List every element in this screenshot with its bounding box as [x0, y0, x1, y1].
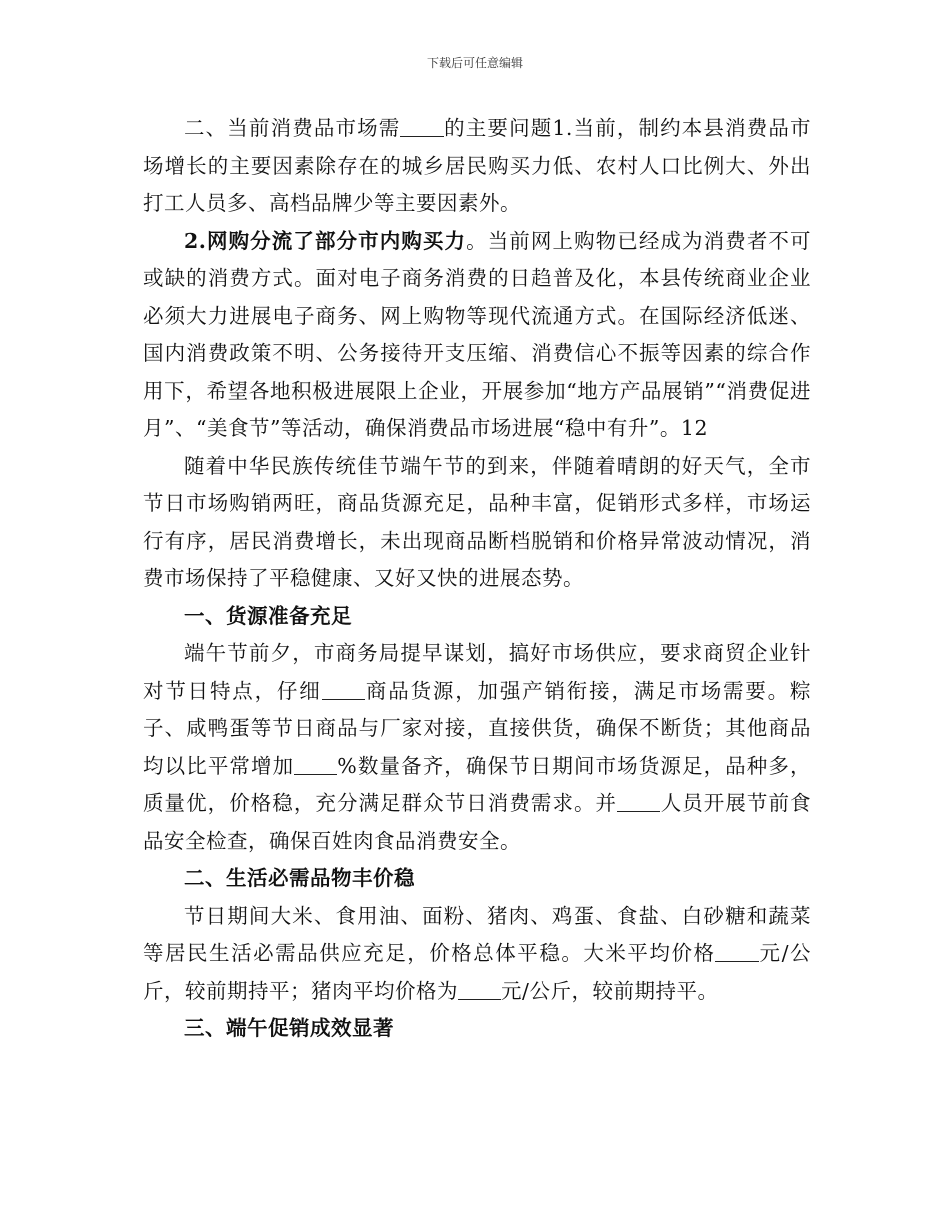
text-run: 二、生活必需品物丰价稳: [184, 866, 415, 890]
document-body: [143, 110, 811, 1048]
body-paragraph: [143, 635, 811, 860]
text-run: 。当前网上购物已经成为消费者不可或缺的消费方式。面对电子商务消费的日趋普及化，本县传统商业企业必须大力进展电子商务、网上购物等现代流通方式。在国际经济低迷、国内消费政策不明、公务接待开支压缩、消费信心不振等因素的综合作用下，希望各地积极进展限上企业，开展参加“地方产品展销”“消费促进月”、“美食节”等活动，确保消费品市场进展“稳中有升”。12: [143, 228, 811, 440]
section-heading: [143, 1010, 811, 1048]
body-paragraph: [143, 110, 811, 223]
text-run: 二、当前消费品市场需: [184, 116, 401, 140]
text-run: 节日期间大米、食用油、面粉、猪肉、鸡蛋、食盐、白砂糖和蔬菜等居民生活必需品供应充足，价格总体平稳。大米平均价格: [143, 903, 811, 965]
text-run: 商品货源，加强产销衔接，满足市场需要。粽子、咸鸭蛋等节日商品与厂家对接，直接供货，确保不断货；其他商品均以比平常增加: [143, 678, 812, 778]
fill-in-blank: [458, 979, 501, 999]
text-run: 元/公斤，较前期持平。: [501, 978, 719, 1003]
text-run: 人员开展节前食品安全检查，确保百姓肉食品消费安全。: [143, 791, 812, 853]
text-run: 三、端午促销成效显著: [184, 1016, 394, 1040]
body-paragraph: [143, 448, 811, 598]
bold-text-run: 2.网购分流了部分市内购买力: [184, 228, 467, 253]
fill-in-blank: [715, 942, 758, 962]
fill-in-blank: [294, 754, 337, 774]
section-heading: [143, 860, 811, 898]
body-paragraph: [143, 898, 811, 1011]
text-run: %数量备齐，确保节日期间市场货源足，品种多，质量优，价格稳，充分满足群众节日消费需求。并: [143, 753, 812, 815]
text-run: 随着中华民族传统佳节端午节的到来，伴随着晴朗的好天气，全市节日市场购销两旺，商品货源充足，品种丰富，促销形式多样，市场运行有序，居民消费增长，未出现商品断档脱销和价格异常波动情况，消费市场保持了平稳健康、又好又快的进展态势。: [143, 453, 811, 590]
section-heading: [143, 598, 811, 636]
text-run: 一、货源准备充足: [184, 603, 352, 628]
page-header: 下载后可任意编辑: [426, 56, 523, 70]
text-run: 端午节前夕，市商务局提早谋划，搞好市场供应，要求商贸企业针对节日特点，仔细: [143, 641, 811, 703]
body-paragraph: [143, 223, 811, 448]
text-run: 的主要问题1.当前，制约本县消费品市场增长的主要因素除存在的城乡居民购买力低、农村人口比例大、外出打工人员多、高档品牌少等主要因素外。: [143, 116, 812, 215]
text-run: 元/公斤，较前期持平；猪肉平均价格为: [143, 941, 811, 1003]
fill-in-blank: [322, 679, 365, 699]
fill-in-blank: [617, 792, 660, 812]
fill-in-blank: [400, 117, 443, 137]
